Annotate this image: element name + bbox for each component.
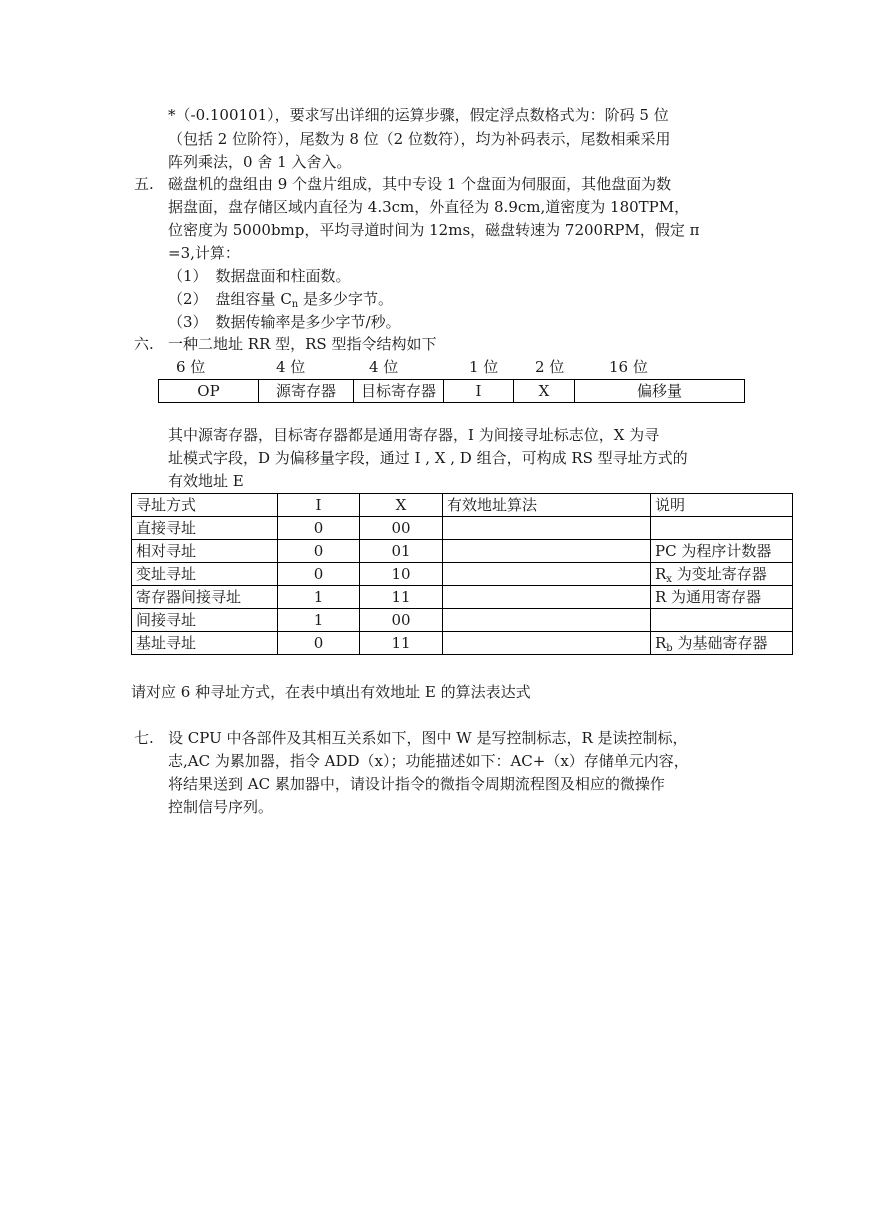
cell-algorithm bbox=[443, 540, 651, 563]
cell-mode: 相对寻址 bbox=[132, 540, 278, 563]
cell-note bbox=[651, 609, 793, 632]
note-register: R bbox=[655, 634, 667, 652]
q5-item-2 bbox=[168, 288, 393, 310]
cell-note bbox=[651, 632, 793, 655]
q7-line-3: 将结果送到 AC 累加器中，请设计指令的微指令周期流程图及相应的微操作 bbox=[168, 775, 665, 793]
q5-item-number: （1） bbox=[168, 267, 208, 285]
q6-intro: 一种二地址 RR 型，RS 型指令结构如下 bbox=[168, 335, 437, 353]
cell-x: 10 bbox=[360, 563, 443, 586]
note-register: R bbox=[655, 565, 667, 583]
header-i: I bbox=[278, 494, 360, 517]
table-row bbox=[132, 563, 793, 586]
cell-mode: 变址寻址 bbox=[132, 563, 278, 586]
q5-item-text: 盘组容量 C bbox=[215, 290, 292, 308]
cell-i: 1 bbox=[278, 586, 360, 609]
q6-instruction: 请对应 6 种寻址方式，在表中填出有效地址 E 的算法表达式 bbox=[131, 683, 531, 701]
bit-label: 2 位 bbox=[535, 358, 565, 376]
q5-item-number: （2） bbox=[168, 290, 208, 308]
table-header-row bbox=[132, 494, 793, 517]
cell-note: R 为通用寄存器 bbox=[651, 586, 793, 609]
cell-note: PC 为程序计数器 bbox=[651, 540, 793, 563]
q6-para-3: 有效地址 E bbox=[168, 472, 244, 490]
cell-i: 0 bbox=[278, 540, 360, 563]
cell-x: 00 bbox=[360, 517, 443, 540]
header-x: X bbox=[360, 494, 443, 517]
cell-x: 00 bbox=[360, 609, 443, 632]
q5-line-2: 据盘面，盘存储区域内直径为 4.3cm，外直径为 8.9cm,道密度为 180TPM， bbox=[168, 198, 690, 216]
table-row bbox=[132, 517, 793, 540]
field-op: OP bbox=[159, 380, 259, 403]
cell-i: 1 bbox=[278, 609, 360, 632]
cell-mode: 间接寻址 bbox=[132, 609, 278, 632]
cell-algorithm bbox=[443, 563, 651, 586]
cell-mode: 基址寻址 bbox=[132, 632, 278, 655]
header-note: 说明 bbox=[651, 494, 793, 517]
table-row bbox=[132, 632, 793, 655]
note-text: 为基础寄存器 bbox=[672, 634, 768, 652]
q7-line-2: 志,AC 为累加器，指令 ADD（x）；功能描述如下：AC+（x）存储单元内容， bbox=[168, 752, 689, 770]
cell-algorithm bbox=[443, 586, 651, 609]
cell-i: 0 bbox=[278, 563, 360, 586]
cell-algorithm bbox=[443, 517, 651, 540]
q5-item-text: 数据传输率是多少字节/秒。 bbox=[215, 313, 401, 331]
table-row bbox=[132, 586, 793, 609]
q5-item-text-tail: 是多少字节。 bbox=[298, 290, 394, 308]
table-row bbox=[132, 609, 793, 632]
table-row bbox=[132, 540, 793, 563]
cell-note bbox=[651, 517, 793, 540]
q5-number: 五. bbox=[134, 175, 154, 193]
bit-label: 4 位 bbox=[369, 358, 399, 376]
note-subscript: b bbox=[666, 643, 673, 654]
q5-item-1 bbox=[168, 265, 351, 287]
cell-mode: 寄存器间接寻址 bbox=[132, 586, 278, 609]
cell-x: 11 bbox=[360, 586, 443, 609]
field-target-register: 目标寄存器 bbox=[354, 380, 444, 403]
addressing-mode-table bbox=[131, 493, 793, 655]
q4-line-3: 阵列乘法，0 舍 1 入舍入。 bbox=[168, 153, 352, 171]
q5-item-subscript: n bbox=[291, 299, 299, 310]
q7-line-4: 控制信号序列。 bbox=[168, 798, 274, 816]
q5-line-4: =3,计算： bbox=[168, 244, 240, 262]
bit-label: 6 位 bbox=[176, 358, 206, 376]
cell-note bbox=[651, 563, 793, 586]
cell-mode: 直接寻址 bbox=[132, 517, 278, 540]
cell-i: 0 bbox=[278, 632, 360, 655]
bit-label: 4 位 bbox=[276, 358, 306, 376]
cell-algorithm bbox=[443, 632, 651, 655]
q5-item-3 bbox=[168, 311, 401, 333]
bit-label: 1 位 bbox=[469, 358, 499, 376]
q6-para-1: 其中源寄存器，目标寄存器都是通用寄存器，I 为间接寻址标志位，X 为寻 bbox=[168, 426, 660, 444]
bit-label: 16 位 bbox=[609, 358, 648, 376]
cell-x: 11 bbox=[360, 632, 443, 655]
cell-x: 01 bbox=[360, 540, 443, 563]
note-subscript: x bbox=[666, 574, 672, 585]
q5-line-3: 位密度为 5000bmp，平均寻道时间为 12ms，磁盘转速为 7200RPM，假定 π bbox=[168, 221, 700, 239]
header-mode: 寻址方式 bbox=[132, 494, 278, 517]
q5-line-1: 磁盘机的盘组由 9 个盘片组成，其中专设 1 个盘面为伺服面，其他盘面为数 bbox=[168, 175, 672, 193]
q4-line-1: *（-0.100101），要求写出详细的运算步骤，假定浮点数格式为：阶码 5 位 bbox=[168, 106, 669, 124]
instruction-format-table bbox=[158, 379, 745, 403]
q7-number: 七. bbox=[134, 729, 154, 747]
cell-algorithm bbox=[443, 609, 651, 632]
cell-i: 0 bbox=[278, 517, 360, 540]
q6-number: 六. bbox=[134, 335, 154, 353]
q5-item-number: （3） bbox=[168, 313, 208, 331]
note-text: 为变址寄存器 bbox=[671, 565, 767, 583]
header-algorithm: 有效地址算法 bbox=[443, 494, 651, 517]
q5-item-text: 数据盘面和柱面数。 bbox=[215, 267, 351, 285]
q7-line-1: 设 CPU 中各部件及其相互关系如下，图中 W 是写控制标志，R 是读控制标， bbox=[168, 729, 688, 747]
field-offset: 偏移量 bbox=[575, 380, 745, 403]
field-source-register: 源寄存器 bbox=[259, 380, 354, 403]
field-x: X bbox=[514, 380, 575, 403]
q4-line-2: （包括 2 位阶符），尾数为 8 位（2 位数符），均为补码表示，尾数相乘采用 bbox=[168, 130, 671, 148]
field-i: I bbox=[444, 380, 514, 403]
q6-para-2: 址模式字段，D 为偏移量字段，通过 I , X , D 组合，可构成 RS 型寻址方式的 bbox=[168, 449, 688, 467]
